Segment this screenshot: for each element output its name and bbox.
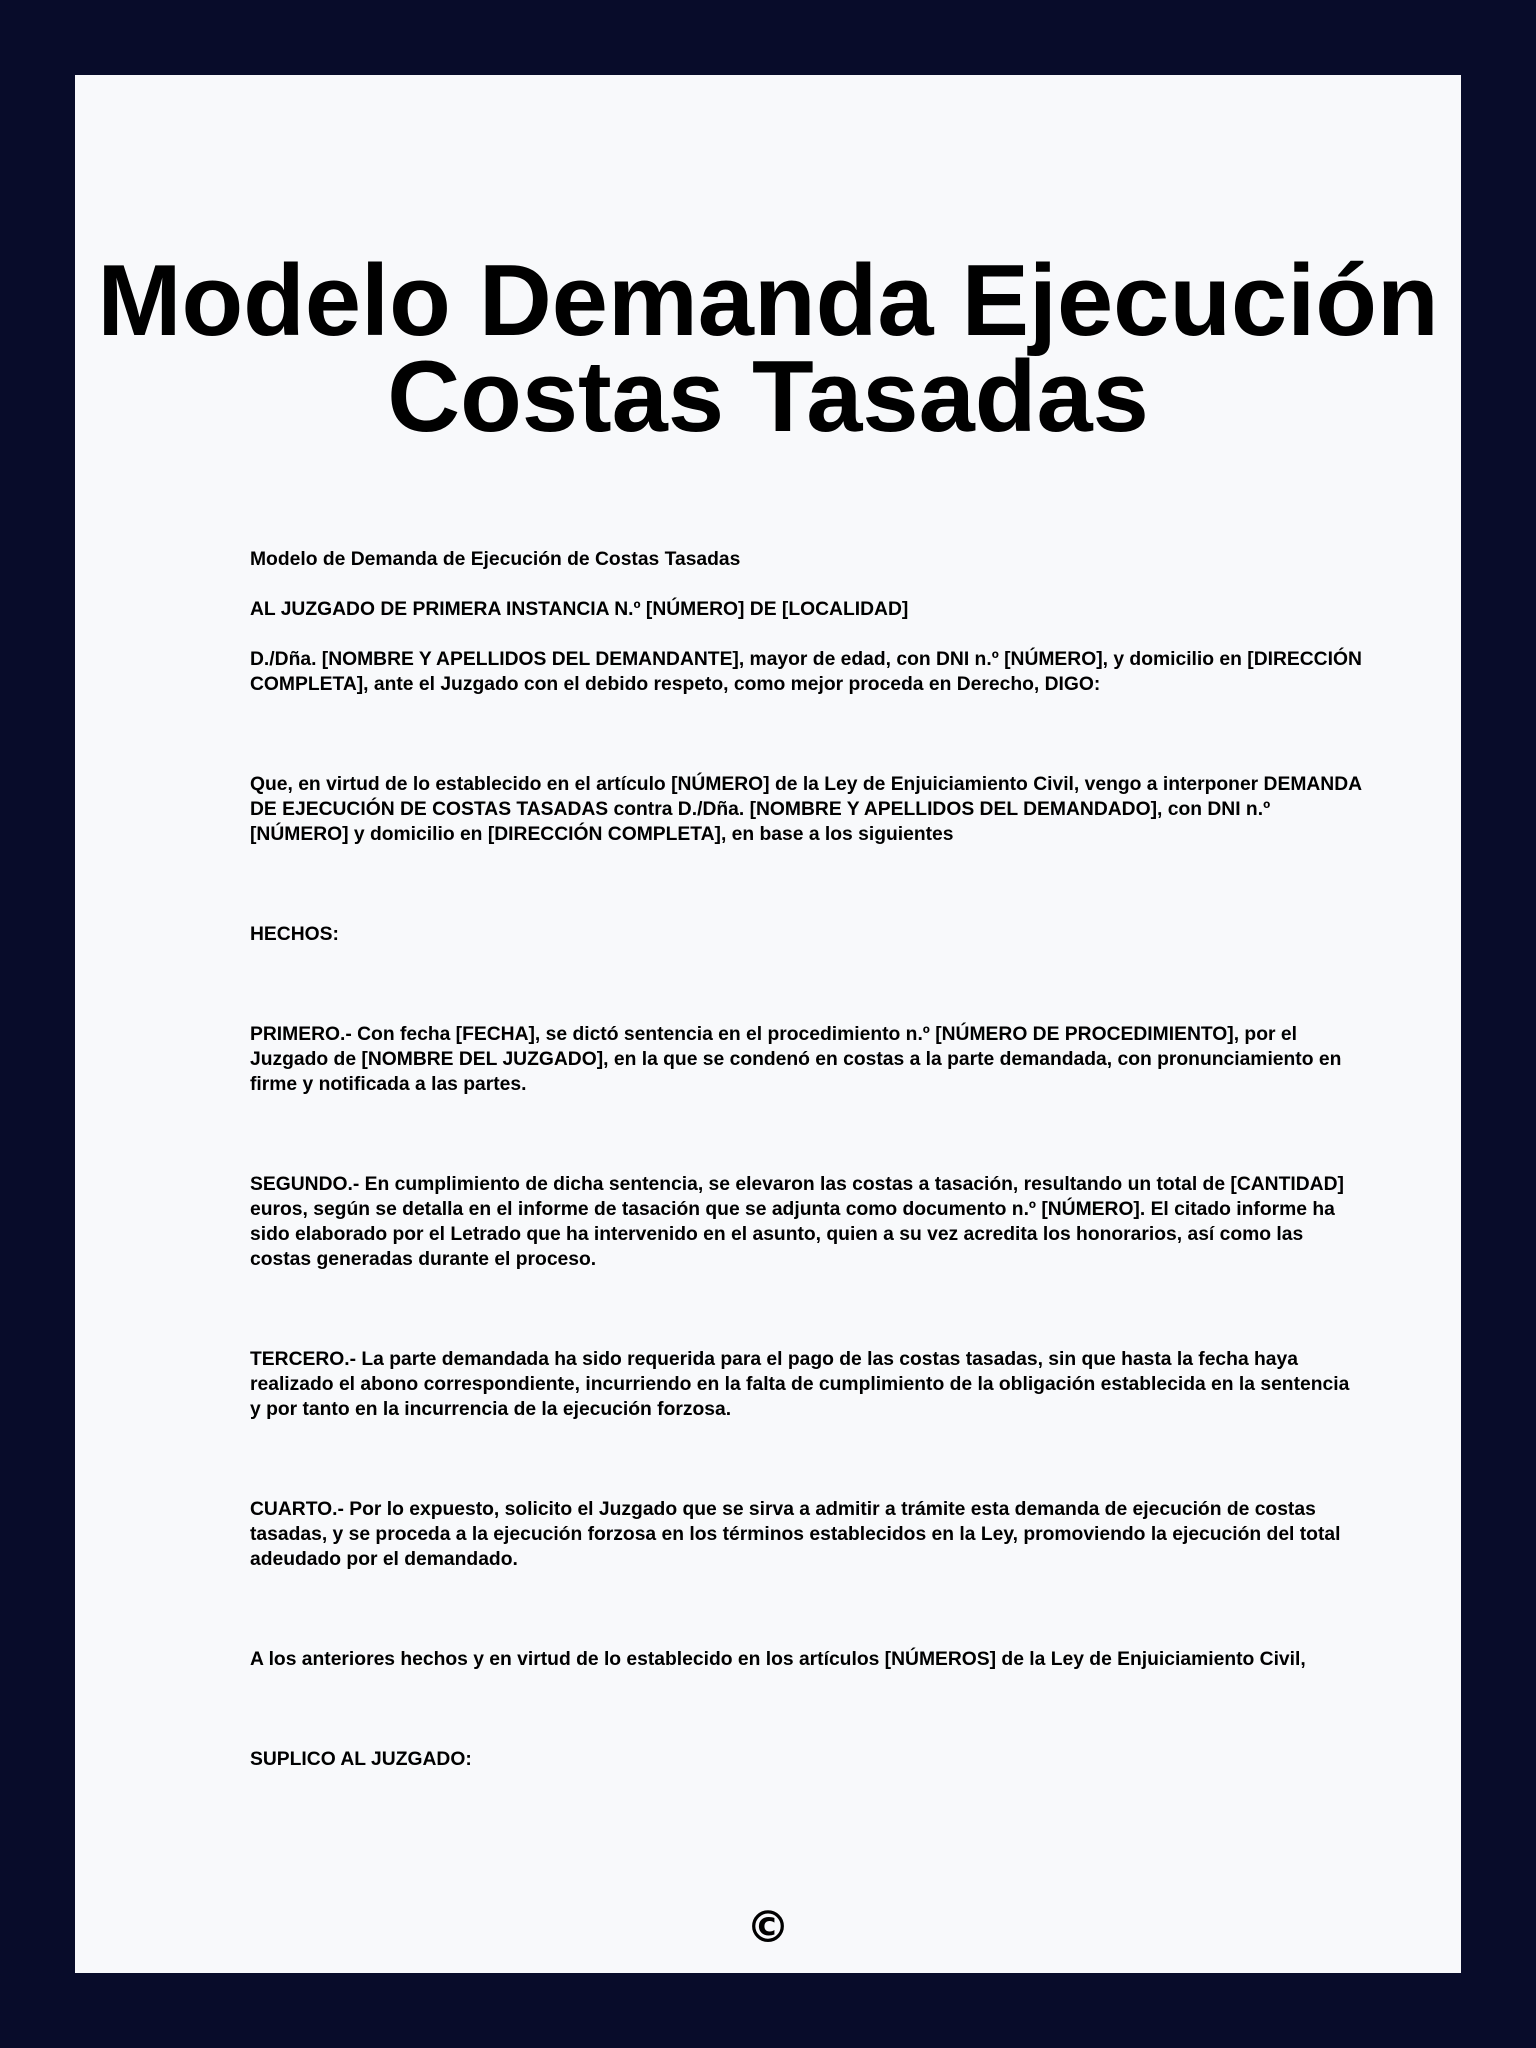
fact-third: TERCERO.- La parte demandada ha sido requerida para el pago de las costas tasadas, sin que hasta la fecha haya realizado el abono correspondiente, incurriendo en la falta de cumplimiento de la obligación establecida en la sentencia y por tanto en la incurrencia de la ejecución forzosa. <box>250 1349 1350 1420</box>
document-body <box>250 547 1365 1772</box>
claim-paragraph: Que, en virtud de lo establecido en el artículo [NÚMERO] de la Ley de Enjuiciamiento Civil, vengo a interponer DEMANDA DE EJECUCIÓN DE COSTAS TASADAS contra D./Dña. [NOMBRE Y APELLIDOS DEL DEMANDADO], con DNI n.º [NÚMERO] y domicilio en [DIRECCIÓN COMPLETA], en base a los siguientes <box>250 774 1362 845</box>
fact-first: PRIMERO.- Con fecha [FECHA], se dictó sentencia en el procedimiento n.º [NÚMERO DE PROCEDIMIENTO], por el Juzgado de [NOMBRE DEL JUZGADO], en la que se condenó en costas a la parte demandada, con pronunciamiento en firme y notificada a las partes. <box>250 1024 1342 1095</box>
legal-basis-paragraph: A los anteriores hechos y en virtud de lo establecido en los artículos [NÚMEROS] de la Ley de Enjuiciamiento Civil, <box>250 1649 1306 1670</box>
facts-heading: HECHOS: <box>250 924 339 945</box>
document-heading: Modelo de Demanda de Ejecución de Costas Tasadas <box>250 549 741 570</box>
court-addressee: AL JUZGADO DE PRIMERA INSTANCIA N.º [NÚMERO] DE [LOCALIDAD] <box>250 599 909 620</box>
fact-second: SEGUNDO.- En cumplimiento de dicha sentencia, se elevaron las costas a tasación, resultando un total de [CANTIDAD] euros, según se detalla en el informe de tasación que se adjunta como documento n.º [NÚMERO]. El citado informe ha sido elaborado por el Letrado que ha intervenido en el asunto, quien a su vez acredita los honorarios, así como las costas generadas durante el proceso. <box>250 1174 1344 1270</box>
document-title: Modelo Demanda Ejecución Costas Tasadas <box>97 245 1439 453</box>
document-page <box>75 75 1461 1973</box>
petition-heading: SUPLICO AL JUZGADO: <box>250 1749 472 1770</box>
plaintiff-paragraph: D./Dña. [NOMBRE Y APELLIDOS DEL DEMANDANTE], mayor de edad, con DNI n.º [NÚMERO], y domicilio en [DIRECCIÓN COMPLETA], ante el Juzgado con el debido respeto, como mejor proceda en Derecho, DIGO: <box>250 649 1362 695</box>
fact-fourth: CUARTO.- Por lo expuesto, solicito el Juzgado que se sirva a admitir a trámite esta demanda de ejecución de costas tasadas, y se proceda a la ejecución forzosa en los términos establecidos en la Ley, promoviendo la ejecución del total adeudado por el demandado. <box>250 1499 1341 1570</box>
copyright-icon: © <box>746 1902 790 1953</box>
